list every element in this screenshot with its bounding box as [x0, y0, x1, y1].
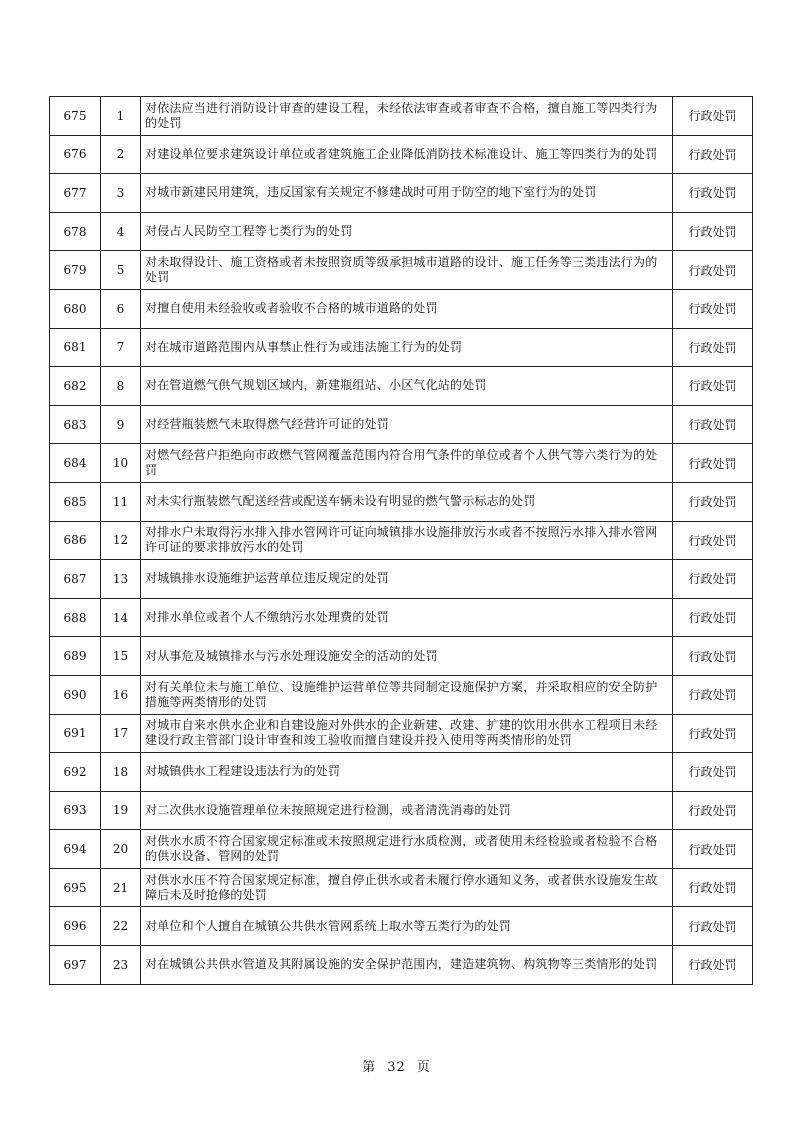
item-description-cell: 对有关单位未与施工单位、设施维护运营单位等共同制定设施保护方案，并采取相应的安全防护措施等两类情形的处罚	[141, 675, 673, 714]
item-type-cell: 行政处罚	[673, 135, 753, 174]
table-row	[50, 367, 753, 406]
item-description-cell: 对城镇排水设施维护运营单位违反规定的处罚	[141, 560, 673, 599]
table-row	[50, 521, 753, 560]
row-number-cell: 689	[50, 637, 101, 676]
row-number-cell: 677	[50, 174, 101, 213]
row-number-cell: 690	[50, 675, 101, 714]
sequence-cell: 21	[101, 868, 141, 907]
item-description-cell: 对侵占人民防空工程等七类行为的处罚	[141, 212, 673, 251]
sequence-cell: 6	[101, 289, 141, 328]
item-type-cell: 行政处罚	[673, 753, 753, 792]
table-body	[50, 97, 753, 985]
row-number-cell: 681	[50, 328, 101, 367]
row-number-cell: 697	[50, 946, 101, 985]
item-description-cell: 对供水水压不符合国家规定标准，擅自停止供水或者未履行停水通知义务，或者供水设施发生故障后未及时抢修的处罚	[141, 868, 673, 907]
item-type-cell: 行政处罚	[673, 174, 753, 213]
table-row	[50, 174, 753, 213]
footer-suffix: 页	[416, 1060, 431, 1075]
item-description-cell: 对未取得设计、施工资格或者未按照资质等级承担城市道路的设计、施工任务等三类违法行为的处罚	[141, 251, 673, 290]
item-type-cell: 行政处罚	[673, 289, 753, 328]
item-type-cell: 行政处罚	[673, 367, 753, 406]
row-number-cell: 691	[50, 714, 101, 753]
table-row	[50, 135, 753, 174]
row-number-cell: 695	[50, 868, 101, 907]
table-row	[50, 97, 753, 136]
item-type-cell: 行政处罚	[673, 598, 753, 637]
sequence-cell: 3	[101, 174, 141, 213]
row-number-cell: 678	[50, 212, 101, 251]
row-number-cell: 679	[50, 251, 101, 290]
row-number-cell: 682	[50, 367, 101, 406]
row-number-cell: 692	[50, 753, 101, 792]
row-number-cell: 683	[50, 405, 101, 444]
item-type-cell: 行政处罚	[673, 637, 753, 676]
item-type-cell: 行政处罚	[673, 482, 753, 521]
item-type-cell: 行政处罚	[673, 791, 753, 830]
item-type-cell: 行政处罚	[673, 714, 753, 753]
row-number-cell: 686	[50, 521, 101, 560]
item-description-cell: 对城市自来水供水企业和自建设施对外供水的企业新建、改建、扩建的饮用水供水工程项目未经建设行政主管部门设计审查和竣工验收而擅自建设并投入使用等两类情形的处罚	[141, 714, 673, 753]
table-row	[50, 405, 753, 444]
sequence-cell: 18	[101, 753, 141, 792]
item-description-cell: 对经营瓶装燃气未取得燃气经营许可证的处罚	[141, 405, 673, 444]
table-row	[50, 946, 753, 985]
penalty-items-table	[49, 96, 753, 985]
sequence-cell: 4	[101, 212, 141, 251]
item-description-cell: 对未实行瓶装燃气配送经营或配送车辆未设有明显的燃气警示标志的处罚	[141, 482, 673, 521]
item-description-cell: 对擅自使用未经验收或者验收不合格的城市道路的处罚	[141, 289, 673, 328]
item-type-cell: 行政处罚	[673, 328, 753, 367]
table-row	[50, 251, 753, 290]
table-row	[50, 637, 753, 676]
item-type-cell: 行政处罚	[673, 907, 753, 946]
item-description-cell: 对单位和个人擅自在城镇公共供水管网系统上取水等五类行为的处罚	[141, 907, 673, 946]
table-row	[50, 907, 753, 946]
item-description-cell: 对城市新建民用建筑，违反国家有关规定不修建战时可用于防空的地下室行为的处罚	[141, 174, 673, 213]
row-number-cell: 688	[50, 598, 101, 637]
table-row	[50, 328, 753, 367]
item-type-cell: 行政处罚	[673, 946, 753, 985]
item-type-cell: 行政处罚	[673, 212, 753, 251]
row-number-cell: 675	[50, 97, 101, 136]
row-number-cell: 685	[50, 482, 101, 521]
table-row	[50, 868, 753, 907]
footer-prefix: 第	[362, 1060, 377, 1075]
table-row	[50, 791, 753, 830]
sequence-cell: 13	[101, 560, 141, 599]
table-row	[50, 289, 753, 328]
table-row	[50, 598, 753, 637]
item-type-cell: 行政处罚	[673, 675, 753, 714]
sequence-cell: 16	[101, 675, 141, 714]
item-description-cell: 对依法应当进行消防设计审查的建设工程，未经依法审查或者审查不合格，擅自施工等四类行为的处罚	[141, 97, 673, 136]
item-description-cell: 对在管道燃气供气规划区域内，新建瓶组站、小区气化站的处罚	[141, 367, 673, 406]
row-number-cell: 687	[50, 560, 101, 599]
item-description-cell: 对城镇供水工程建设违法行为的处罚	[141, 753, 673, 792]
sequence-cell: 1	[101, 97, 141, 136]
sequence-cell: 22	[101, 907, 141, 946]
sequence-cell: 8	[101, 367, 141, 406]
row-number-cell: 696	[50, 907, 101, 946]
sequence-cell: 12	[101, 521, 141, 560]
sequence-cell: 9	[101, 405, 141, 444]
item-description-cell: 对在城市道路范围内从事禁止性行为或违法施工行为的处罚	[141, 328, 673, 367]
item-description-cell: 对在城镇公共供水管道及其附属设施的安全保护范围内，建造建筑物、构筑物等三类情形的处罚	[141, 946, 673, 985]
table-row	[50, 830, 753, 869]
item-type-cell: 行政处罚	[673, 405, 753, 444]
item-description-cell: 对燃气经营户拒绝向市政燃气管网覆盖范围内符合用气条件的单位或者个人供气等六类行为的处罚	[141, 444, 673, 483]
page-number: 32	[387, 1060, 406, 1075]
sequence-cell: 5	[101, 251, 141, 290]
sequence-cell: 11	[101, 482, 141, 521]
item-type-cell: 行政处罚	[673, 521, 753, 560]
item-description-cell: 对供水水质不符合国家规定标准或未按照规定进行水质检测，或者使用未经检验或者检验不合格的供水设备、管网的处罚	[141, 830, 673, 869]
sequence-cell: 2	[101, 135, 141, 174]
table-row	[50, 212, 753, 251]
item-description-cell: 对建设单位要求建筑设计单位或者建筑施工企业降低消防技术标准设计、施工等四类行为的处罚	[141, 135, 673, 174]
table-row	[50, 675, 753, 714]
page-footer	[0, 1056, 793, 1075]
row-number-cell: 680	[50, 289, 101, 328]
sequence-cell: 20	[101, 830, 141, 869]
item-type-cell: 行政处罚	[673, 560, 753, 599]
table-row	[50, 753, 753, 792]
sequence-cell: 10	[101, 444, 141, 483]
item-type-cell: 行政处罚	[673, 830, 753, 869]
row-number-cell: 684	[50, 444, 101, 483]
table-row	[50, 444, 753, 483]
item-type-cell: 行政处罚	[673, 444, 753, 483]
sequence-cell: 17	[101, 714, 141, 753]
item-description-cell: 对从事危及城镇排水与污水处理设施安全的活动的处罚	[141, 637, 673, 676]
row-number-cell: 693	[50, 791, 101, 830]
sequence-cell: 14	[101, 598, 141, 637]
sequence-cell: 15	[101, 637, 141, 676]
item-type-cell: 行政处罚	[673, 97, 753, 136]
item-type-cell: 行政处罚	[673, 251, 753, 290]
sequence-cell: 23	[101, 946, 141, 985]
table-row	[50, 560, 753, 599]
item-description-cell: 对二次供水设施管理单位未按照规定进行检测，或者清洗消毒的处罚	[141, 791, 673, 830]
table-row	[50, 482, 753, 521]
item-description-cell: 对排水单位或者个人不缴纳污水处理费的处罚	[141, 598, 673, 637]
item-description-cell: 对排水户未取得污水排入排水管网许可证向城镇排水设施排放污水或者不按照污水排入排水管网许可证的要求排放污水的处罚	[141, 521, 673, 560]
table-row	[50, 714, 753, 753]
sequence-cell: 19	[101, 791, 141, 830]
row-number-cell: 676	[50, 135, 101, 174]
row-number-cell: 694	[50, 830, 101, 869]
sequence-cell: 7	[101, 328, 141, 367]
item-type-cell: 行政处罚	[673, 868, 753, 907]
